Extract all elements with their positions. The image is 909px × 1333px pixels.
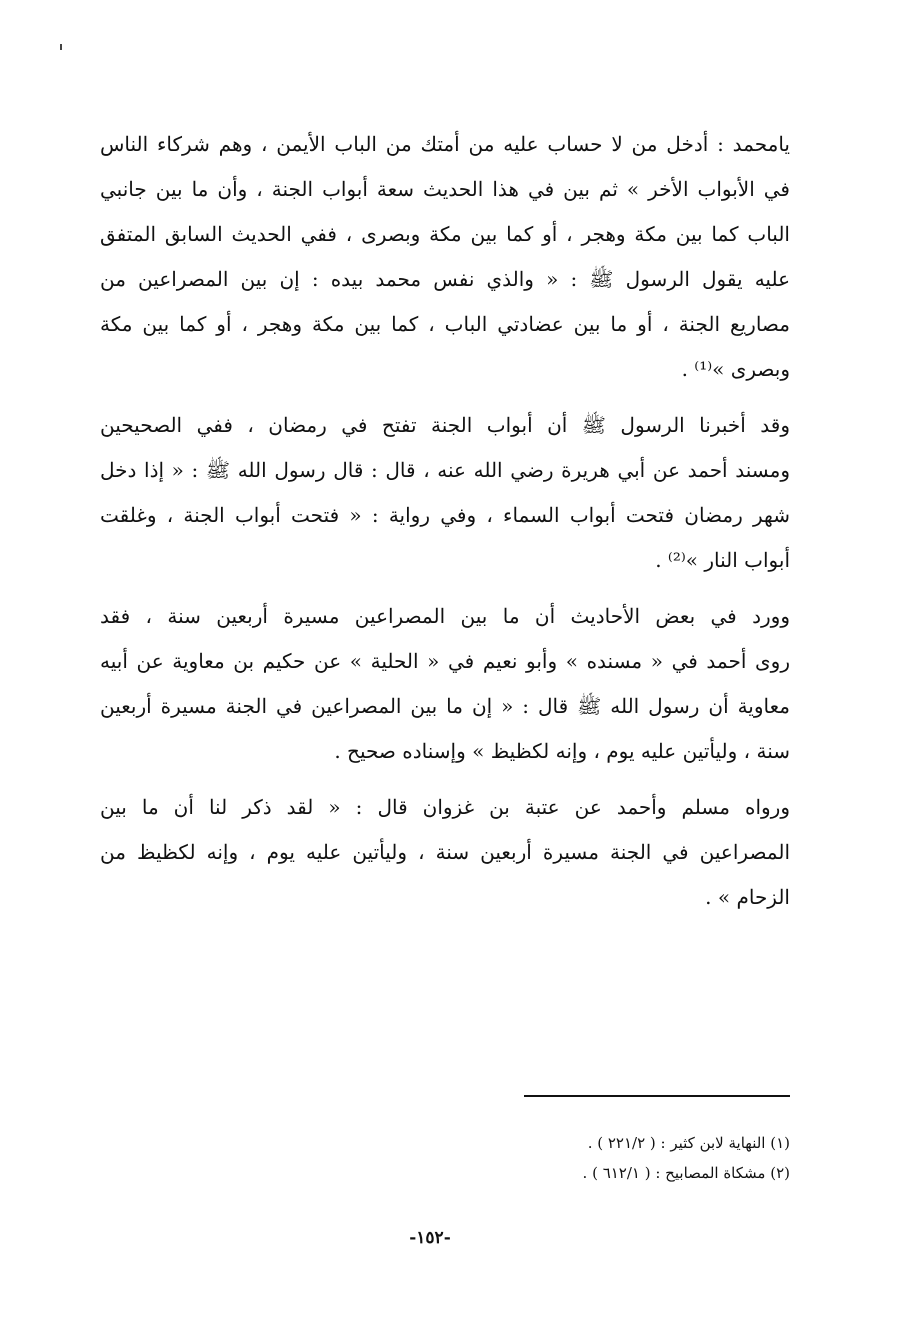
paragraph-2: [100, 403, 790, 583]
footnotes: [430, 1128, 790, 1188]
paragraph-1: [100, 122, 790, 392]
text-line: ومسند أحمد عن أبي هريرة رضي الله عنه ، قال : قال رسول الله ﷺ : « إذا دخل: [100, 458, 790, 482]
paragraph-4: [100, 785, 790, 920]
footnote-2: (٢) مشكاة المصابيح : ( ٦١٢/١ ) .: [582, 1164, 790, 1182]
main-text: [100, 122, 790, 920]
scan-speck: [60, 44, 62, 50]
text-line: يامحمد : أدخل من لا حساب عليه من أمتك من الباب الأيمن ، وهم شركاء الناس: [100, 132, 790, 156]
text-line: أبواب النار »⁽²⁾ .: [655, 548, 790, 572]
text-line: وقد أخبرنا الرسول ﷺ أن أبواب الجنة تفتح في رمضان ، ففي الصحيحين: [100, 413, 790, 437]
text-line: مصاريع الجنة ، أو ما بين عضادتي الباب ، كما بين مكة وهجر ، أو كما بين مكة: [100, 312, 790, 336]
text-line: شهر رمضان فتحت أبواب السماء ، وفي رواية : « فتحت أبواب الجنة ، وغلقت: [100, 503, 790, 527]
text-line: روى أحمد في « مسنده » وأبو نعيم في « الحلية » عن حكيم بن معاوية عن أبيه: [100, 649, 790, 673]
text-line: الزحام » .: [705, 885, 790, 909]
text-line: ورواه مسلم وأحمد عن عتبة بن غزوان قال : « لقد ذكر لنا أن ما بين: [100, 795, 790, 819]
text-line: وبصرى »⁽¹⁾ .: [681, 357, 790, 381]
paragraph-gap: [100, 774, 790, 785]
footnote-1: (١) النهاية لابن كثير : ( ٢٢١/٢ ) .: [587, 1134, 790, 1152]
footnote-separator: [524, 1095, 790, 1097]
text-line: وورد في بعض الأحاديث أن ما بين المصراعين مسيرة أربعين سنة ، فقد: [100, 604, 790, 628]
text-line: الباب كما بين مكة وهجر ، أو كما بين مكة وبصرى ، ففي الحديث السابق المتفق: [100, 222, 790, 246]
text-line: في الأبواب الأخر » ثم بين في هذا الحديث سعة أبواب الجنة ، وأن ما بين جانبي: [100, 177, 790, 201]
paragraph-gap: [100, 583, 790, 594]
paragraph-gap: [100, 392, 790, 403]
text-line: سنة ، وليأتين عليه يوم ، وإنه لكظيظ » وإسناده صحيح .: [334, 739, 790, 763]
paragraph-3: [100, 594, 790, 774]
page-number: -١٥٢-: [409, 1228, 451, 1248]
text-line: المصراعين في الجنة مسيرة أربعين سنة ، وليأتين عليه يوم ، وإنه لكظيظ من: [100, 840, 790, 864]
text-line: معاوية أن رسول الله ﷺ قال : « إن ما بين المصراعين في الجنة مسيرة أربعين: [100, 694, 790, 718]
text-line: عليه يقول الرسول ﷺ : « والذي نفس محمد بيده : إن بين المصراعين من: [100, 267, 790, 291]
